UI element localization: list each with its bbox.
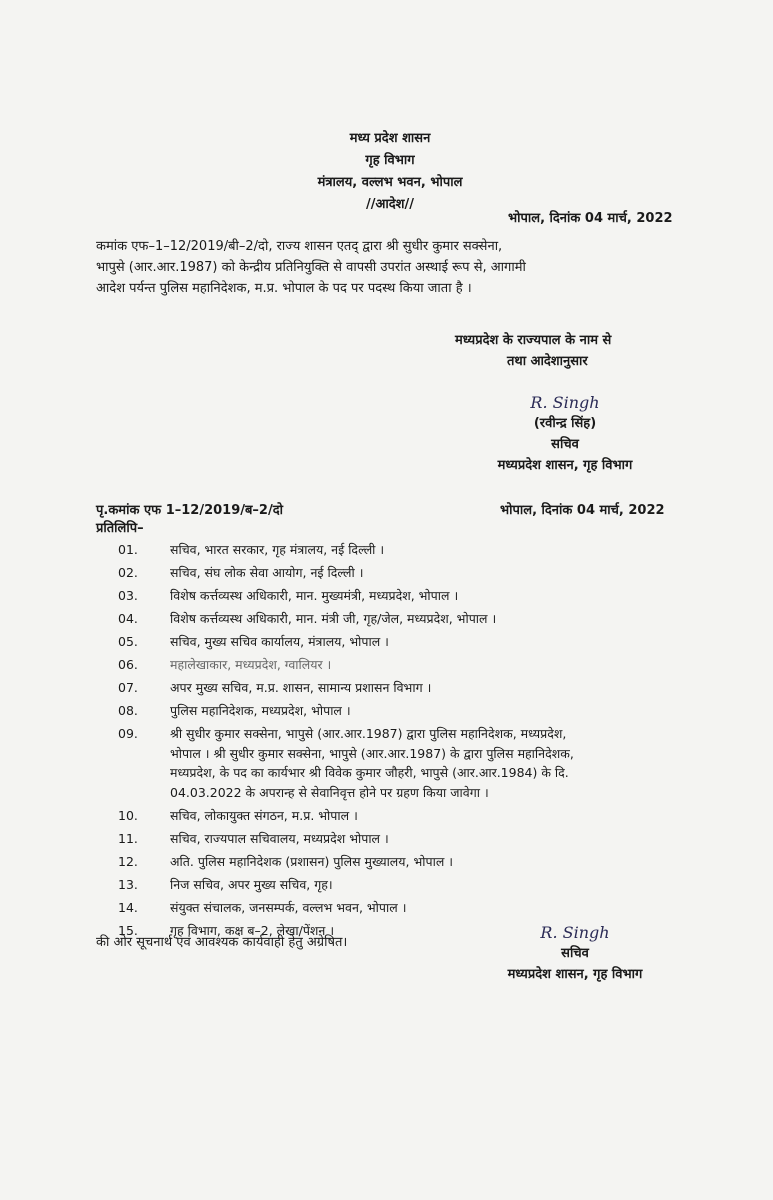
signatory-name: (रवीन्द्र सिंह) — [533, 416, 597, 431]
closing-remark: की ओर सूचनार्थ एवं आवश्यक कार्यवाही हेतु अग्रेषित। — [96, 935, 348, 950]
list-item: 13. निज सचिव, अपर मुख्य सचिव, गृह। — [118, 876, 333, 892]
authority-note — [455, 330, 611, 372]
list-item: 07. अपर मुख्य सचिव, म.प्र. शासन, सामान्य प्रशासन विभाग । — [118, 680, 432, 695]
copy-reference: पृ.कमांक एफ 1–12/2019/ब–2/दो — [96, 503, 283, 518]
order-line-3: आदेश पर्यन्त पुलिस महानिदेशक, म.प्र. भोपाल के पद पर पदस्थ किया जाता है । — [96, 281, 472, 296]
distribution-list — [118, 540, 718, 944]
signatory-block-2 — [480, 922, 670, 985]
list-item: 04. विशेष कर्त्तव्यस्थ अधिकारी, मान. मंत्री जी, गृह/जेल, मध्यप्रदेश, भोपाल । — [118, 611, 497, 626]
signatory-department: मध्यप्रदेश शासन, गृह विभाग — [497, 458, 633, 473]
list-item: 09. श्री सुधीर कुमार सक्सेना, भापुसे (आर.आर.1987) द्वारा पुलिस महानिदेशक, मध्यप्रदेश, भोपाल । श्री सुधीर कुमार सक्सेना, भापुसे (आर.आर.1987) के द्वारा पुलिस महानिदेशक, मध्यप्रदेश, के पद का कार्यभार श्री विवेक कुमार जौहरी, भापुसे (आर.आर.1984) के दि. 04.03.2022 के अपरान्ह से सेवानिवृत्त होने पर ग्रहण किया जावेगा । — [118, 726, 574, 800]
order-date: भोपाल, दिनांक 04 मार्च, 2022 — [508, 211, 673, 226]
order-line-2: भापुसे (आर.आर.1987) को केन्द्रीय प्रतिनियुक्ति से वापसी उपरांत अस्थाई रूप से, आगामी — [96, 260, 526, 275]
list-item: 11. सचिव, राज्यपाल सचिवालय, मध्यप्रदेश भोपाल । — [118, 830, 389, 846]
order-line-1: कमांक एफ–1–12/2019/बी–2/दो, राज्य शासन एतद् द्वारा श्री सुधीर कुमार सक्सेना, — [96, 239, 503, 254]
signatory-designation-2: सचिव — [561, 946, 589, 961]
authority-line-1: मध्यप्रदेश के राज्यपाल के नाम से — [455, 333, 612, 348]
list-item: 12. अति. पुलिस महानिदेशक (प्रशासन) पुलिस मुख्यालय, भोपाल । — [118, 853, 454, 869]
department-name: गृह विभाग — [365, 153, 415, 168]
signatory-department-2: मध्यप्रदेश शासन, गृह विभाग — [507, 967, 643, 982]
letterhead — [290, 128, 490, 216]
signature-mark: R. Singh — [530, 393, 600, 412]
list-item: 03. विशेष कर्त्तव्यस्थ अधिकारी, मान. मुख्यमंत्री, मध्यप्रदेश, भोपाल । — [118, 588, 459, 603]
authority-line-2: तथा आदेशानुसार — [507, 354, 588, 369]
government-name: मध्य प्रदेश शासन — [349, 131, 431, 146]
office-address: मंत्रालय, वल्लभ भवन, भोपाल — [317, 175, 463, 190]
list-item: 06. महालेखाकार, मध्यप्रदेश, ग्वालियर । — [118, 657, 332, 672]
list-item: 15. गृह विभाग, कक्ष ब–2, लेखा/पेंशन । — [118, 922, 335, 938]
order-paragraph — [96, 236, 696, 299]
copy-date: भोपाल, दिनांक 04 मार्च, 2022 — [500, 503, 665, 518]
copy-heading: प्रतिलिपि– — [96, 521, 144, 536]
list-item: 08. पुलिस महानिदेशक, मध्यप्रदेश, भोपाल । — [118, 703, 351, 718]
list-item: 10. सचिव, लोकायुक्त संगठन, म.प्र. भोपाल । — [118, 807, 358, 823]
signature-mark-2: R. Singh — [540, 923, 610, 942]
list-item: 02. सचिव, संघ लोक सेवा आयोग, नई दिल्ली । — [118, 565, 364, 580]
order-title: //आदेश// — [365, 197, 415, 212]
list-item: 01. सचिव, भारत सरकार, गृह मंत्रालय, नई दिल्ली । — [118, 542, 385, 557]
signatory-block — [470, 392, 660, 476]
list-item: 05. सचिव, मुख्य सचिव कार्यालय, मंत्रालय, भोपाल । — [118, 634, 389, 649]
list-item: 14. संयुक्त संचालक, जनसम्पर्क, वल्लभ भवन, भोपाल । — [118, 899, 407, 915]
signatory-designation: सचिव — [551, 437, 579, 452]
